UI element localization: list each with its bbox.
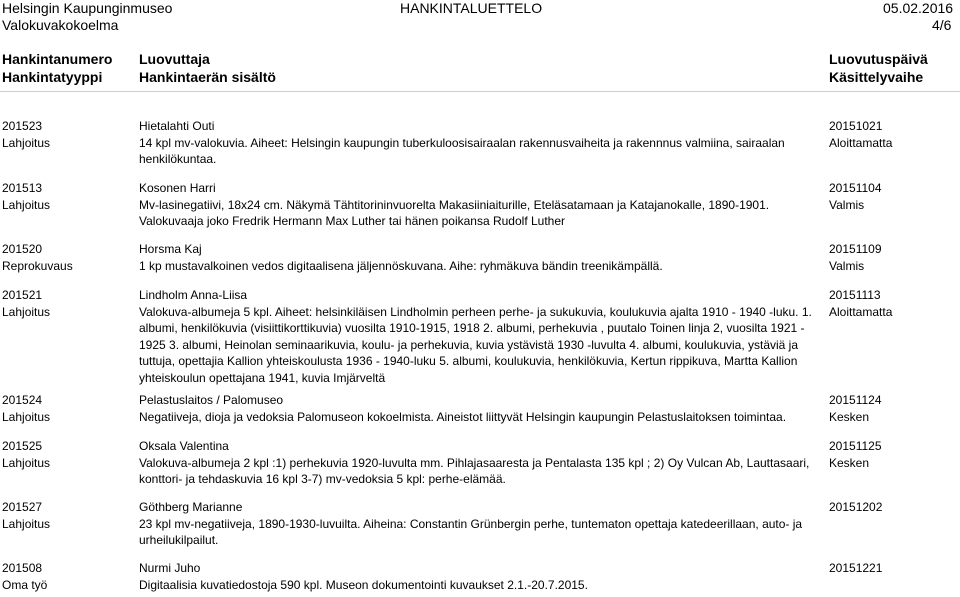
entry-date: 20151125 <box>829 439 882 453</box>
entry-type: Lahjoitus <box>2 516 51 531</box>
entry-number: 201520 <box>2 242 43 256</box>
entry-description: Digitaalisia kuvatiedostoja 590 kpl. Museon dokumentointi kuvaukset 2.1.-20.7.2015. <box>139 577 588 592</box>
entry-provider: Lindholm Anna-Liisa <box>139 288 248 302</box>
entry-provider: Hietalahti Outi <box>139 119 215 133</box>
entry-provider: Pelastuslaitos / Palomuseo <box>139 393 284 407</box>
entry-provider: Oksala Valentina <box>139 439 229 453</box>
column-header-number: Hankintanumero <box>2 51 113 67</box>
column-header-date: Luovutuspäivä <box>829 51 928 67</box>
entry-type: Lahjoitus <box>2 304 51 319</box>
entry-provider: Göthberg Marianne <box>139 500 243 514</box>
entry-provider: Kosonen Harri <box>139 181 216 195</box>
entry-provider: Horsma Kaj <box>139 242 202 256</box>
entry-description: 14 kpl mv-valokuvia. Aiheet: Helsingin kaupungin tuberkuloosisairaalan rakennusvaiheita ja rakennnus valmiina, sairaalan henkilökuntaa. <box>139 135 785 166</box>
entry-type: Lahjoitus <box>2 135 51 150</box>
entry-number: 201527 <box>2 500 43 514</box>
entry-date: 20151021 <box>829 119 883 133</box>
entry-description: Mv-lasinegatiivi, 18x24 cm. Näkymä Tähtitorininvuorelta Makasiiniaiturille, Eteläsatamaan ja Katajanokalle, 1890-1901. Valokuvaaja joko Fredrik Hermann Max Luther tai hänen poikansa Rudolf Luther <box>139 197 770 228</box>
entry-number: 201508 <box>2 561 43 575</box>
entry-provider: Nurmi Juho <box>139 561 201 575</box>
entry-date: 20151221 <box>829 561 883 575</box>
page-number: 4/6 <box>932 17 952 33</box>
entry-number: 201521 <box>2 288 43 302</box>
entry-date: 20151109 <box>829 242 882 256</box>
entry-phase: Valmis <box>829 258 865 273</box>
entry-date: 20151202 <box>829 500 883 514</box>
entry-date: 20151113 <box>829 288 881 302</box>
entry-phase: Aloittamatta <box>829 304 893 319</box>
entry-description: 23 kpl mv-negatiiveja, 1890-1930-luvuilta. Aiheina: Constantin Grünbergin perhe, tuntematon opettaja katedeerillaan, auto- ja urheilukilpailut. <box>139 516 803 547</box>
entry-phase: Kesken <box>829 455 870 470</box>
entry-date: 20151104 <box>829 181 882 195</box>
entry-phase: Kesken <box>829 409 870 424</box>
entry-description: Negatiiveja, dioja ja vedoksia Palomuseon kokoelmista. Aineistot liittyvät Helsingin kaupungin Pelastuslaitoksen toimintaa. <box>139 409 787 424</box>
entry-description: 1 kp mustavalkoinen vedos digitaalisena jäljennöskuvana. Aihe: ryhmäkuva bändin treenikämpällä. <box>139 258 663 273</box>
entry-number: 201525 <box>2 439 43 453</box>
document-title: HANKINTALUETTELO <box>400 0 543 16</box>
entry-phase: Valmis <box>829 197 865 212</box>
entry-phase: Aloittamatta <box>829 135 893 150</box>
museum-name: Helsingin Kaupunginmuseo <box>2 0 173 16</box>
header-divider <box>0 91 960 92</box>
column-header-content: Hankintaerän sisältö <box>139 69 276 85</box>
entry-number: 201513 <box>2 181 43 195</box>
entry-date: 20151124 <box>829 393 882 407</box>
entry-type: Lahjoitus <box>2 197 51 212</box>
column-header-phase: Käsittelyvaihe <box>829 69 924 85</box>
entry-description: Valokuva-albumeja 5 kpl. Aiheet: helsinkiläisen Lindholmin perheen perhe- ja sukukuvia, koulukuvia ajalta 1910 - 1940 -luku. 1. albumi, henkilökuvia (visiittikorttikuvia) vuosilta 1910-1915, 1918 2. albumi, perhekuvia , puutalo Toinen linja 2, vuosilta 1921 - 1925 3. albumi, Heinolan seminaarikuvia, koulu- ja perhekuvia, kuvia ystävistä 1930 -luvulta 4. albumi, koulukuvia, ystäviä ja tuttuja, opettajia Kallion yhteiskoulusta 1936 - 1940-luku 5. albumi, koulukuvia, henkilökuvia, Kertun rippikuva, Martta Kallion yhteiskoulun opettajana 1941, kuvia Imjärveltä <box>139 304 812 385</box>
entry-number: 201523 <box>2 119 43 133</box>
entry-type: Reprokuvaus <box>2 258 73 273</box>
print-date: 05.02.2016 <box>883 0 954 16</box>
entry-type: Lahjoitus <box>2 409 51 424</box>
column-header-type: Hankintatyyppi <box>2 69 103 85</box>
column-header-provider: Luovuttaja <box>139 51 210 67</box>
collection-name: Valokuvakokoelma <box>2 17 119 33</box>
entry-type: Lahjoitus <box>2 455 51 470</box>
entry-type: Oma työ <box>2 577 48 592</box>
entry-description: Valokuva-albumeja 2 kpl :1) perhekuvia 1920-luvulta mm. Pihlajasaaresta ja Pentalasta 135 kpl ; 2) Oy Vulcan Ab, Lauttasaari, konttori- ja tehdaskuvia 16 kpl 3-7) mv-vedoksia 5 kpl: perhe-elämää. <box>139 455 810 486</box>
entry-number: 201524 <box>2 393 43 407</box>
